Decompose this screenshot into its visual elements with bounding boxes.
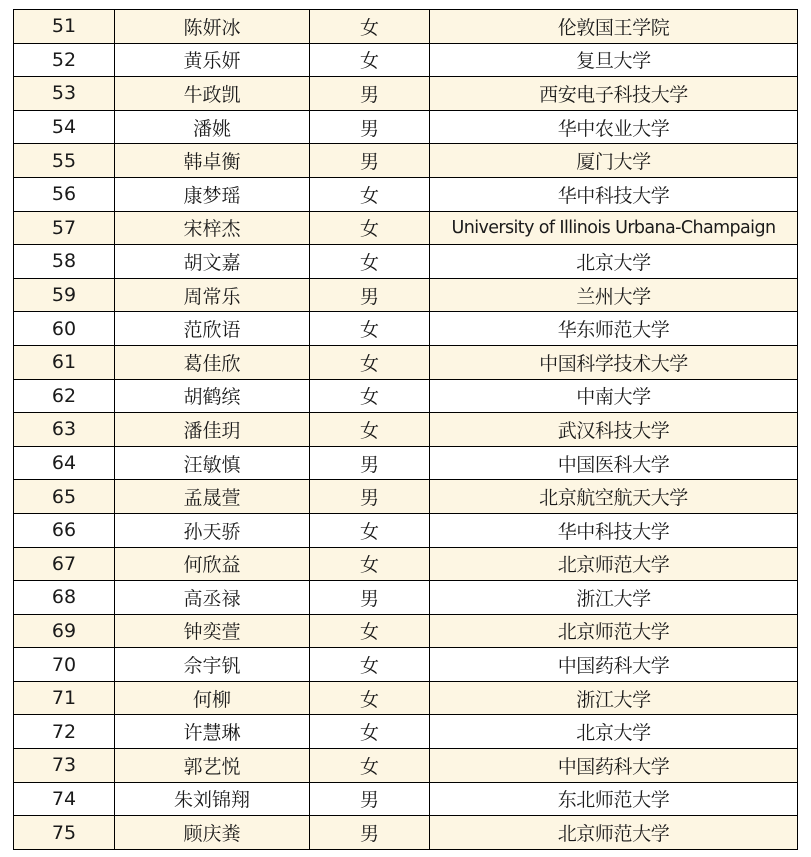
table-row <box>14 245 798 279</box>
student-university[interactable]: University of Illinois Urbana-Champaign <box>430 211 798 245</box>
student-university[interactable]: 西安电子科技大学 <box>430 77 798 111</box>
student-name[interactable]: 潘佳玥 <box>115 413 310 447</box>
student-university[interactable]: 浙江大学 <box>430 681 798 715</box>
student-name[interactable]: 胡文嘉 <box>115 245 310 279</box>
student-name[interactable]: 牛政凯 <box>115 77 310 111</box>
row-number[interactable]: 63 <box>14 413 115 447</box>
student-name[interactable]: 何柳 <box>115 681 310 715</box>
row-number[interactable]: 55 <box>14 144 115 178</box>
student-name[interactable]: 许慧琳 <box>115 715 310 749</box>
student-name[interactable]: 何欣益 <box>115 547 310 581</box>
student-university[interactable]: 中南大学 <box>430 379 798 413</box>
row-number[interactable]: 69 <box>14 614 115 648</box>
row-number[interactable]: 61 <box>14 345 115 379</box>
student-gender[interactable]: 女 <box>310 211 430 245</box>
student-university[interactable]: 厦门大学 <box>430 144 798 178</box>
student-gender[interactable]: 男 <box>310 782 430 816</box>
row-number[interactable]: 74 <box>14 782 115 816</box>
student-name[interactable]: 朱刘锦翔 <box>115 782 310 816</box>
row-number[interactable]: 52 <box>14 43 115 77</box>
student-gender[interactable]: 女 <box>310 43 430 77</box>
table-row <box>14 345 798 379</box>
row-number[interactable]: 53 <box>14 77 115 111</box>
row-number[interactable]: 64 <box>14 446 115 480</box>
student-university[interactable]: 北京大学 <box>430 245 798 279</box>
table-row <box>14 782 798 816</box>
student-university[interactable]: 中国医科大学 <box>430 446 798 480</box>
row-number[interactable]: 62 <box>14 379 115 413</box>
row-number[interactable]: 75 <box>14 816 115 850</box>
student-university[interactable]: 东北师范大学 <box>430 782 798 816</box>
table-row <box>14 110 798 144</box>
student-name[interactable]: 孟晟萱 <box>115 480 310 514</box>
table-row <box>14 513 798 547</box>
student-university[interactable]: 华东师范大学 <box>430 312 798 346</box>
student-gender[interactable]: 男 <box>310 480 430 514</box>
row-number[interactable]: 51 <box>14 10 115 44</box>
student-gender[interactable]: 女 <box>310 681 430 715</box>
table-row <box>14 480 798 514</box>
student-gender[interactable]: 男 <box>310 110 430 144</box>
table-row <box>14 749 798 783</box>
student-gender[interactable]: 男 <box>310 581 430 615</box>
student-gender[interactable]: 女 <box>310 715 430 749</box>
student-university[interactable]: 北京大学 <box>430 715 798 749</box>
student-name[interactable]: 孙天骄 <box>115 513 310 547</box>
row-number[interactable]: 60 <box>14 312 115 346</box>
student-university[interactable]: 北京航空航天大学 <box>430 480 798 514</box>
student-gender[interactable]: 女 <box>310 513 430 547</box>
student-name[interactable]: 钟奕萱 <box>115 614 310 648</box>
student-university[interactable]: 中国药科大学 <box>430 648 798 682</box>
student-university[interactable]: 北京师范大学 <box>430 614 798 648</box>
student-table <box>13 9 798 850</box>
student-name[interactable]: 陈妍冰 <box>115 10 310 44</box>
student-name[interactable]: 黄乐妍 <box>115 43 310 77</box>
row-number[interactable]: 54 <box>14 110 115 144</box>
student-name[interactable]: 范欣语 <box>115 312 310 346</box>
student-gender[interactable]: 男 <box>310 144 430 178</box>
student-name[interactable]: 韩卓衡 <box>115 144 310 178</box>
row-number[interactable]: 56 <box>14 177 115 211</box>
student-name[interactable]: 高丞禄 <box>115 581 310 615</box>
student-gender[interactable]: 男 <box>310 77 430 111</box>
student-university[interactable]: 伦敦国王学院 <box>430 10 798 44</box>
student-gender[interactable]: 男 <box>310 446 430 480</box>
row-number[interactable]: 65 <box>14 480 115 514</box>
student-gender[interactable]: 女 <box>310 379 430 413</box>
table-row <box>14 446 798 480</box>
student-gender[interactable]: 女 <box>310 312 430 346</box>
table-row <box>14 379 798 413</box>
student-gender[interactable]: 女 <box>310 177 430 211</box>
table-row <box>14 648 798 682</box>
student-university[interactable]: 浙江大学 <box>430 581 798 615</box>
table-row <box>14 10 798 44</box>
row-number[interactable]: 59 <box>14 278 115 312</box>
table-row <box>14 681 798 715</box>
row-number[interactable]: 66 <box>14 513 115 547</box>
table-row <box>14 715 798 749</box>
row-number[interactable]: 70 <box>14 648 115 682</box>
student-name[interactable]: 周常乐 <box>115 278 310 312</box>
table-row <box>14 177 798 211</box>
table-row <box>14 614 798 648</box>
row-number[interactable]: 71 <box>14 681 115 715</box>
student-gender[interactable]: 女 <box>310 245 430 279</box>
row-number[interactable]: 58 <box>14 245 115 279</box>
student-university[interactable]: 华中科技大学 <box>430 513 798 547</box>
student-university[interactable]: 北京师范大学 <box>430 547 798 581</box>
student-university[interactable]: 北京师范大学 <box>430 816 798 850</box>
row-number[interactable]: 72 <box>14 715 115 749</box>
student-name[interactable]: 潘姚 <box>115 110 310 144</box>
table-row <box>14 278 798 312</box>
student-university[interactable]: 中国科学技术大学 <box>430 345 798 379</box>
student-university[interactable]: 兰州大学 <box>430 278 798 312</box>
student-gender[interactable]: 女 <box>310 614 430 648</box>
row-number[interactable]: 67 <box>14 547 115 581</box>
student-name[interactable]: 顾庆粪 <box>115 816 310 850</box>
table-row <box>14 211 798 245</box>
table-row <box>14 144 798 178</box>
row-number[interactable]: 57 <box>14 211 115 245</box>
student-name[interactable]: 康梦瑶 <box>115 177 310 211</box>
table-row <box>14 413 798 447</box>
student-gender[interactable]: 男 <box>310 278 430 312</box>
student-name[interactable]: 胡鹤缤 <box>115 379 310 413</box>
student-gender[interactable]: 女 <box>310 648 430 682</box>
student-name[interactable]: 葛佳欣 <box>115 345 310 379</box>
table-row <box>14 77 798 111</box>
student-gender[interactable]: 女 <box>310 749 430 783</box>
student-university[interactable]: 复旦大学 <box>430 43 798 77</box>
student-gender[interactable]: 女 <box>310 547 430 581</box>
table-row <box>14 547 798 581</box>
student-gender[interactable]: 女 <box>310 345 430 379</box>
student-university[interactable]: 华中农业大学 <box>430 110 798 144</box>
student-university[interactable]: 华中科技大学 <box>430 177 798 211</box>
row-number[interactable]: 73 <box>14 749 115 783</box>
student-university[interactable]: 中国药科大学 <box>430 749 798 783</box>
student-name[interactable]: 佘宇钒 <box>115 648 310 682</box>
table-row <box>14 312 798 346</box>
student-university[interactable]: 武汉科技大学 <box>430 413 798 447</box>
table-row <box>14 816 798 850</box>
student-gender[interactable]: 女 <box>310 10 430 44</box>
student-name[interactable]: 宋梓杰 <box>115 211 310 245</box>
table-row <box>14 581 798 615</box>
student-gender[interactable]: 女 <box>310 413 430 447</box>
row-number[interactable]: 68 <box>14 581 115 615</box>
table-body <box>14 10 798 850</box>
student-gender[interactable]: 男 <box>310 816 430 850</box>
table-row <box>14 43 798 77</box>
student-name[interactable]: 汪敏慎 <box>115 446 310 480</box>
student-name[interactable]: 郭艺悦 <box>115 749 310 783</box>
